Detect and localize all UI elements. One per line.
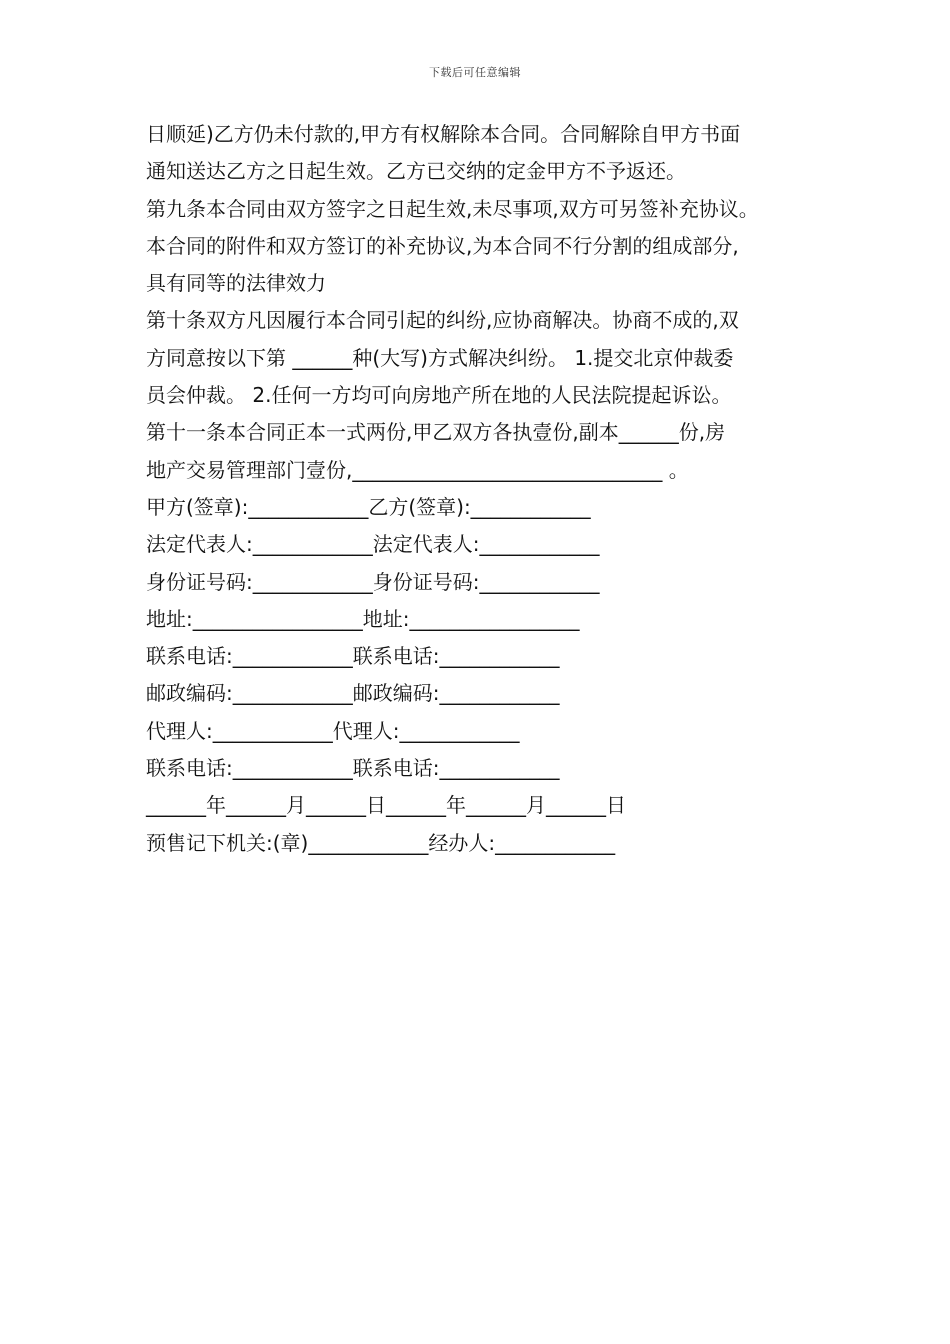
address-line: 地址:_________________地址:_________________ bbox=[146, 606, 580, 631]
postal-code-line: 邮政编码:____________邮政编码:____________ bbox=[146, 681, 560, 706]
body-line: 员会仲裁。 2.任何一方均可向房地产所在地的人民法院提起诉讼。 bbox=[146, 383, 732, 408]
agent-line: 代理人:____________代理人:____________ bbox=[146, 718, 520, 743]
id-number-line: 身份证号码:____________身份证号码:____________ bbox=[146, 569, 600, 594]
body-line: 地产交易管理部门壹份,_______________________________ 。 bbox=[146, 457, 689, 482]
clause-9-line: 第九条本合同由双方签字之日起生效,未尽事项,双方可另签补充协议。 bbox=[146, 196, 759, 221]
agent-phone-line: 联系电话:____________联系电话:____________ bbox=[146, 756, 560, 781]
date-line: ______年______月______日______年______月______日 bbox=[146, 793, 626, 818]
signature-party-line: 甲方(签章):____________乙方(签章):____________ bbox=[146, 494, 591, 519]
phone-line: 联系电话:____________联系电话:____________ bbox=[146, 644, 560, 669]
registration-authority-line: 预售记下机关:(章)____________经办人:____________ bbox=[146, 830, 616, 855]
body-line: 具有同等的法律效力 bbox=[146, 271, 326, 296]
body-line: 通知送达乙方之日起生效。乙方已交纳的定金甲方不予返还。 bbox=[146, 159, 686, 184]
clause-10-line: 第十条双方凡因履行本合同引起的纠纷,应协商解决。协商不成的,双 bbox=[146, 308, 739, 333]
clause-11-line: 第十一条本合同正本一式两份,甲乙双方各执壹份,副本______份,房 bbox=[146, 420, 726, 445]
body-line: 方同意按以下第 ______种(大写)方式解决纠纷。 1.提交北京仲裁委 bbox=[146, 345, 734, 370]
body-line: 本合同的附件和双方签订的补充协议,为本合同不行分割的组成部分, bbox=[146, 233, 739, 258]
legal-representative-line: 法定代表人:____________法定代表人:____________ bbox=[146, 532, 600, 557]
page-header-note: 下载后可任意编辑 bbox=[429, 66, 521, 79]
body-line: 日顺延)乙方仍未付款的,甲方有权解除本合同。合同解除自甲方书面 bbox=[146, 122, 741, 146]
document-body bbox=[146, 116, 826, 862]
